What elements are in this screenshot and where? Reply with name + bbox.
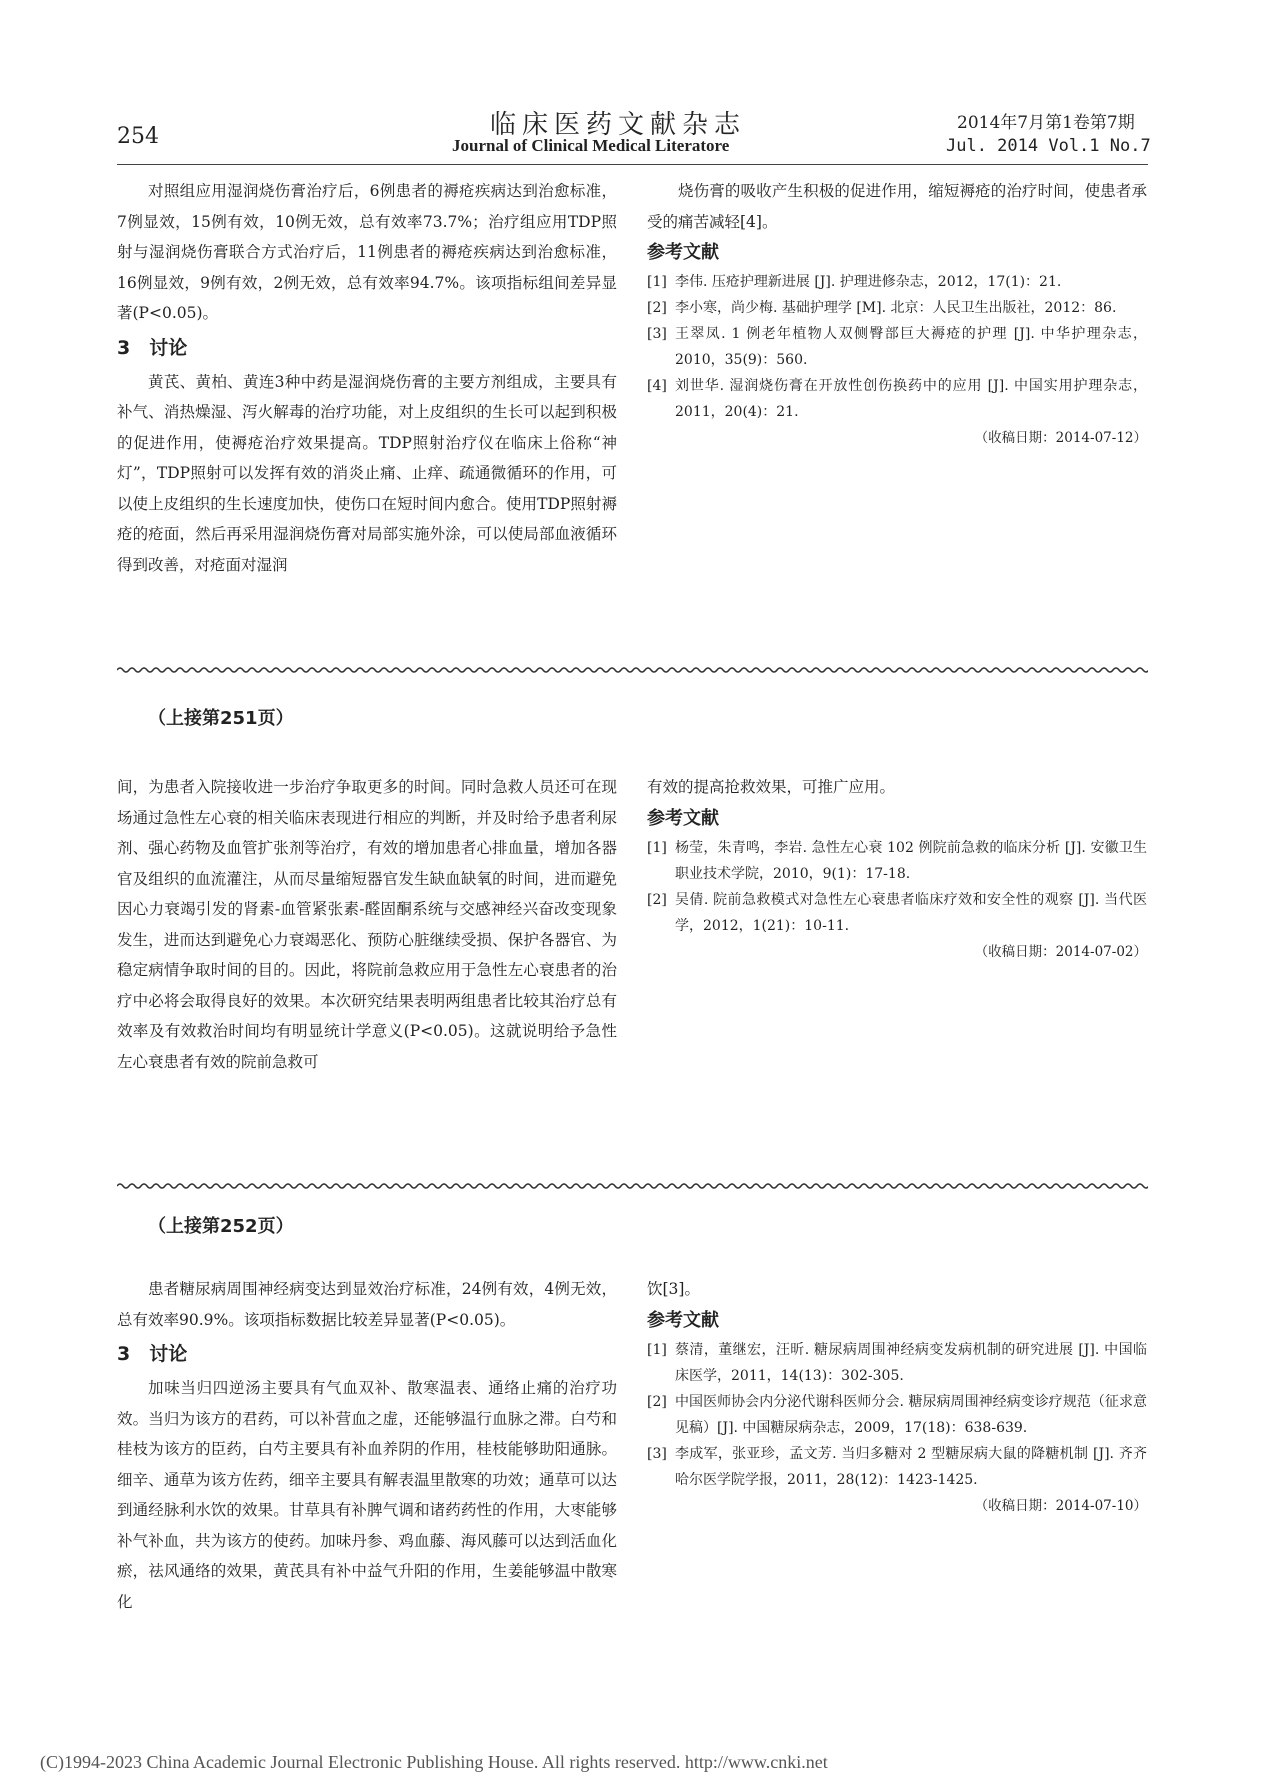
reference-text: 李伟. 压疮护理新进展 [J]. 护理进修杂志，2012，17(1)：21. xyxy=(675,274,1062,290)
reference-item xyxy=(647,269,1147,295)
bottom-right-column xyxy=(647,1274,1147,1519)
reference-number: [4] xyxy=(647,378,667,394)
bottom-left-column xyxy=(117,1274,617,1617)
reference-text: 蔡清，董继宏，汪昕. 糖尿病周围神经病变发病机制的研究进展 [J]. 中国临床医学，2011，14(13)：302-305. xyxy=(675,1341,1147,1384)
reference-text: 李成军，张亚珍，孟文芳. 当归多糖对 2 型糖尿病大鼠的降糖机制 [J]. 齐齐哈尔医学院学报，2011，28(12)：1423-1425. xyxy=(675,1445,1147,1488)
reference-text: 吴倩. 院前急救模式对急性左心衰患者临床疗效和安全性的观察 [J]. 当代医学，2012，1(21)：10-11. xyxy=(675,891,1147,934)
journal-title-en: Journal of Clinical Medical Literatore xyxy=(452,136,730,155)
reference-item xyxy=(647,1441,1147,1493)
issue-info-en: Jul. 2014 Vol.1 No.7 xyxy=(946,136,1151,156)
mid-left-paragraph: 间，为患者入院接收进一步治疗争取更多的时间。同时急救人员还可在现场通过急性左心衰的相关临床表现进行相应的判断，并及时给予患者利尿剂、强心药物及血管扩张剂等治疗，有效的增加患者心排血量，增加各器官及组织的血流灌注，从而尽量缩短器官发生缺血缺氧的时间，进而避免因心力衰竭引发的肾素-血管紧张素-醛固酮系统与交感神经兴奋改变现象发生，进而达到避免心力衰竭恶化、预防心脏继续受损、保护各器官、为稳定病情争取时间的目的。因此，将院前急救应用于急性左心衰患者的治疗中必将会取得良好的效果。本次研究结果表明两组患者比较其治疗总有效率及有效救治时间均有明显统计学意义(P<0.05)。这就说明给予急性左心衰患者有效的院前急救可 xyxy=(117,778,617,1071)
reference-text: 刘世华. 湿润烧伤膏在开放性创伤换药中的应用 [J]. 中国实用护理杂志，2011，20(4)：21. xyxy=(675,378,1147,420)
top-result-paragraph: 对照组应用湿润烧伤膏治疗后，6例患者的褥疮疾病达到治愈标准，7例显效，15例有效，10例无效，总有效率73.7%；治疗组应用TDP照射与湿润烧伤膏联合方式治疗后，11例患者的褥疮疾病达到治愈标准，16例显效，9例有效，2例无效，总有效率94.7%。该项指标组间差异显著(P<0.05)。 xyxy=(117,182,617,322)
reference-item xyxy=(647,1337,1147,1389)
reference-number: [3] xyxy=(647,326,667,342)
received-date: （收稿日期：2014-07-10） xyxy=(974,1497,1147,1514)
issue-info-cn: 2014年7月第1卷第7期 xyxy=(957,113,1135,133)
continued-from-label: （上接第251页） xyxy=(148,708,294,729)
bottom-discussion-paragraph: 加味当归四逆汤主要具有气血双补、散寒温表、通络止痛的治疗功效。当归为该方的君药，可以补营血之虚，还能够温行血脉之滞。白芍和桂枝为该方的臣药，白芍主要具有补血养阴的作用，桂枝能够助阳通脉。细辛、通草为该方佐药，细辛主要具有解表温里散寒的功效；通草可以达到通经脉利水饮的效果。甘草具有补脾气调和诸药药性的作用，大枣能够补气补血，共为该方的使药。加味丹参、鸡血藤、海风藤可以达到活血化瘀，祛风通络的效果，黄芪具有补中益气升阳的作用，生姜能够温中散寒化 xyxy=(117,1379,617,1611)
bottom-result-paragraph: 患者糖尿病周围神经病变达到显效治疗标准，24例有效，4例无效，总有效率90.9%。该项指标数据比较差异显著(P<0.05)。 xyxy=(117,1280,617,1329)
bottom-references-heading: 参考文献 xyxy=(647,1309,719,1331)
continued-from-label: （上接第252页） xyxy=(148,1216,294,1237)
journal-title-cn: 临床医药文献杂志 xyxy=(490,110,747,140)
reference-item xyxy=(647,835,1147,887)
bottom-right-paragraph: 饮[3]。 xyxy=(647,1280,700,1298)
reference-number: [2] xyxy=(647,891,667,908)
bottom-section-heading: 3 讨论 xyxy=(117,1343,188,1365)
mid-left-column xyxy=(117,772,617,1077)
mid-right-column xyxy=(647,772,1147,965)
reference-item xyxy=(647,887,1147,939)
reference-number: [1] xyxy=(647,1341,667,1358)
reference-item xyxy=(647,373,1147,425)
reference-text: 杨莹，朱青鸣，李岩. 急性左心衰 102 例院前急救的临床分析 [J]. 安徽卫生职业技术学院，2010，9(1)：17-18. xyxy=(675,839,1147,882)
wavy-divider xyxy=(117,1181,1148,1191)
reference-text: 王翠凤. 1 例老年植物人双侧臀部巨大褥疮的护理 [J]. 中华护理杂志，2010，35(9)：560. xyxy=(675,326,1147,368)
reference-number: [2] xyxy=(647,300,667,316)
top-right-column xyxy=(647,176,1147,451)
reference-text: 中国医师协会内分泌代谢科医师分会. 糖尿病周围神经病变诊疗规范（征求意见稿）[J]. 中国糖尿病杂志，2009，17(18)：638-639. xyxy=(675,1393,1147,1436)
copyright-footer: (C)1994-2023 China Academic Journal Electronic Publishing House. All rights reserved. http://www.cnki.net xyxy=(40,1752,828,1772)
wavy-divider xyxy=(117,665,1148,675)
reference-number: [3] xyxy=(647,1445,667,1462)
reference-item xyxy=(647,295,1147,321)
received-date: （收稿日期：2014-07-12） xyxy=(974,430,1147,446)
mid-references-heading: 参考文献 xyxy=(647,807,719,829)
reference-number: [1] xyxy=(647,839,667,856)
received-date: （收稿日期：2014-07-02） xyxy=(974,943,1147,960)
reference-number: [2] xyxy=(647,1393,667,1410)
top-right-paragraph: 烧伤膏的吸收产生积极的促进作用，缩短褥疮的治疗时间，使患者承受的痛苦减轻[4]。 xyxy=(647,182,1147,231)
top-references-heading: 参考文献 xyxy=(647,242,719,263)
reference-item xyxy=(647,321,1147,373)
top-section-heading: 3 讨论 xyxy=(117,336,188,359)
reference-item xyxy=(647,1389,1147,1441)
header-rule xyxy=(117,164,1148,165)
top-left-column xyxy=(117,176,617,580)
page-number: 254 xyxy=(117,124,159,149)
reference-text: 李小寒，尚少梅. 基础护理学 [M]. 北京：人民卫生出版社，2012：86. xyxy=(675,300,1117,316)
reference-number: [1] xyxy=(647,274,667,290)
top-discussion-paragraph: 黄芪、黄柏、黄连3种中药是湿润烧伤膏的主要方剂组成，主要具有补气、消热燥湿、泻火解毒的治疗功能，对上皮组织的生长可以起到积极的促进作用，使褥疮治疗效果提高。TDP照射治疗仪在临床上俗称“神灯”，TDP照射可以发挥有效的消炎止痛、止痒、疏通微循环的作用，可以使上皮组织的生长速度加快，使伤口在短时间内愈合。使用TDP照射褥疮的疮面，然后再采用湿润烧伤膏对局部实施外涂，可以使局部血液循环得到改善，对疮面对湿润 xyxy=(117,372,617,574)
mid-right-paragraph: 有效的提高抢救效果，可推广应用。 xyxy=(647,778,896,796)
